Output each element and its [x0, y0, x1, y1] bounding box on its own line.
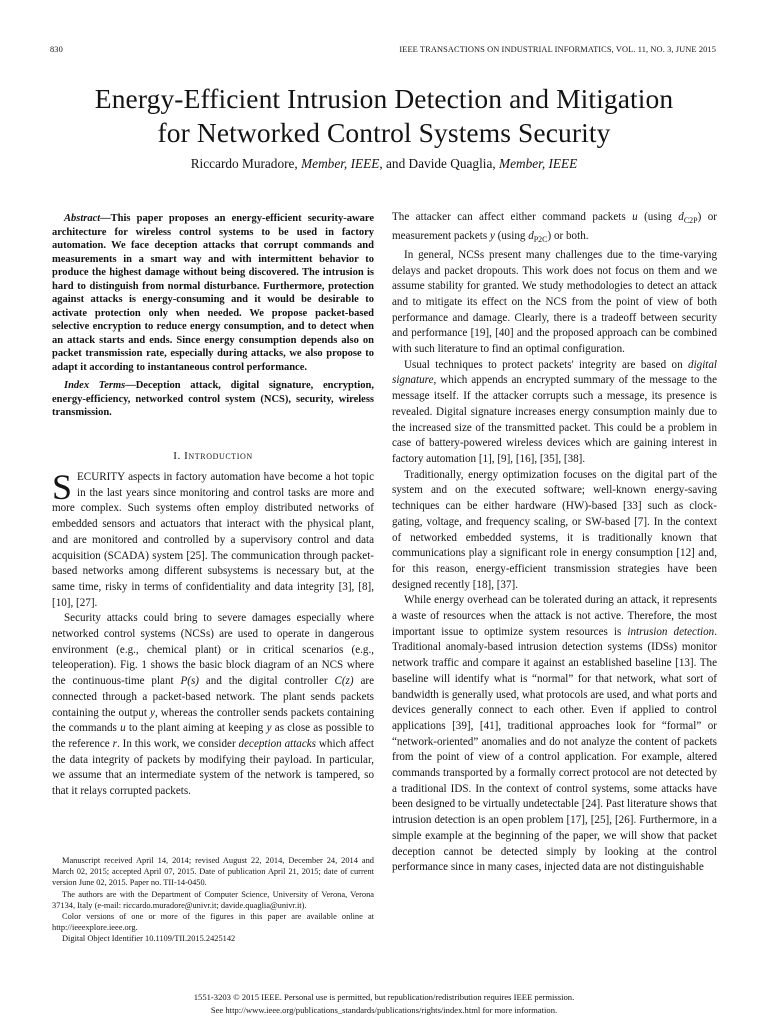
footnote-affiliation: The authors are with the Department of Computer Science, University of Verona, Verona 37134, Italy (e-mail: riccardo.muradore@univr.it; davide.quaglia@univr.it). — [52, 889, 374, 910]
math-d-c2p-sub: C2P — [683, 216, 698, 226]
title-line-1: Energy-Efficient Intrusion Detection and Mitigation — [94, 83, 674, 114]
footnote-color: Color versions of one or more of the figures in this paper are available online at http://ieeexplore.ieee.org. — [52, 912, 374, 933]
math-d-p2c-sub: P2C — [533, 235, 548, 245]
math-reference: r — [112, 737, 117, 750]
math-d-c2p: d — [678, 211, 684, 223]
author-separator: , and Davide Quaglia, — [379, 156, 500, 171]
author-2-role: Member, IEEE — [499, 156, 578, 171]
abstract-text: —This paper proposes an energy-efficient security-aware architecture for wireless control systems to be used in factory automation. We face deception attacks that corrupt commands and measurements in a smart way and with intermittent behavior to produce the highest damage without being discovered. The intrusion is hard to distinguish from normal disturbance. Furthermore, protection against attacks is energy-consuming and it would be desirable to activate protection only when needed. We propose packet-based selective encryption to reduce energy consumption, and to detect when an attack starts and ends. Since energy consumption depends also on packet transmission rate, especially during attacks, we also propose to adapt it according to instantaneous control performance. — [52, 213, 374, 373]
intro-paragraph-1 — [52, 467, 374, 611]
right-paragraph-2: In general, NCSs present many challenges due to the time-varying delays and packet dropouts. This work does not focus on them and we assume stability for granted. We study methodologies to detect an attack and to mitigate its effect on the NCS from the point of view of both performance and damage. Clearly, there is a tradeoff between security and performance [19], [40] and the proposed approach can be combined with such literature to find an optimal configuration. — [392, 248, 717, 356]
copyright-line-2: See http://www.ieee.org/publications_standards/publications/rights/index.html for more information. — [210, 1005, 558, 1015]
math-plant: P(s) — [180, 675, 199, 688]
math-output: y — [150, 706, 155, 719]
right-paragraph-5: While energy overhead can be tolerated during an attack, it represents a waste of resources when the attack is not active. Therefore, the most important issue to optimize system resources is intrusion detection. Traditional anomaly-based intrusion detection systems (IDSs) monitor network traffic and compare it against an established baseline [13]. The baseline will identify what is “normal” for that network, what sort of bandwidth is generally used, what protocols are used, and what ports and devices generally connect to each other. Even if applied to control applications [39], [41], traditional approaches look for “formal” or “network-oriented” anomalies and do not analyze the content of packets from the point of view of a control application. For example, altered commands transported by a formally correct protocol are not detected by a traditional IDS. In the context of control systems, some attacks have been designed to be virtually undetectable [24]. Past literature shows that intrusion detection is an open problem [17], [25], [26]. Furthermore, in a simple example at the beginning of the paper, we will show that packet deception cannot be detected simply by looking at the control performance since in many cases, injected data are not distinguishable — [392, 594, 718, 874]
abstract — [52, 212, 374, 374]
title-line-2: for Networked Control Systems Security — [157, 117, 611, 148]
paper-title — [0, 82, 768, 150]
right-column-body — [392, 210, 717, 876]
left-column-body — [52, 467, 374, 800]
author-1: Riccardo Muradore, — [190, 156, 302, 171]
drop-cap: S — [52, 467, 73, 507]
intro-paragraph-1-text: ECURITY aspects in factory automation have become a hot topic in the last years since monitoring and control tasks are more and more complex. Such systems often employ distributed networks of embedded sensors and actuators that interact with the physical plant, and are monitored and controlled by a supervisory control and data acquisition (SCADA) system [25]. The communication through packet-based networks among different subsystems is necessary but, at the same time, risky in terms of confidentiality and data integrity [3], [8], [10], [27]. — [52, 471, 374, 609]
copyright-line-1: 1551-3203 © 2015 IEEE. Personal use is permitted, but republication/redistribution requires IEEE permission. — [193, 992, 575, 1002]
math-output-2: y — [266, 722, 272, 735]
index-terms-text: —Deception attack, digital signature, encryption, energy-efficiency, networked control system (NCS), security, wireless transmission. — [52, 380, 374, 418]
math-command: u — [120, 722, 126, 735]
right-paragraph-4: Traditionally, energy optimization focuses on the digital part of the system and on the executed software; well-known energy-saving techniques can be either hardware (HW)-based [33] such as clock-gating, voltage, and frequency scaling, or SW-based [7]. In the context of networked embedded systems, it is traditionally known that communications play a significant role in energy consumption [12] and, for this reason, energy-efficient transmission strategies have been designed recently [18], [37]. — [392, 468, 717, 591]
footnote-manuscript: Manuscript received April 14, 2014; revised August 22, 2014, December 24, 2014 and March 02, 2015; accepted April 07, 2015. Date of publication April 21, 2015; date of current version June 02, 2015. Paper no. TII-14-0450. — [52, 856, 374, 888]
author-line — [0, 156, 768, 172]
intro-paragraph-2: Security attacks could bring to severe damages especially where networked control systems (NCSs) are used to operate in dangerous environment (e.g., chemical plant) or in critical scenarios (e.g., teleoperation). Fig. 1 shows the basic block diagram of an NCS where the continuous-time plant P(s) and the digital controller C(z) are connected through a packet-based network. The plant sends packets containing the output y, whereas the controller sends packets containing the commands u to the plant aiming at keeping y as close as possible to the reference r. In this work, we consider deception attacks which affect the data integrity of packets by modifying their payload. In particular, we assume that an intermediate system of the network is tampered, so that it relays corrupted packets. — [52, 612, 374, 798]
abstract-label: Abstract — [64, 213, 101, 224]
math-command-u: u — [632, 211, 638, 223]
math-d-p2c: d — [528, 229, 534, 242]
emphasis-digital-signature: digital signature — [392, 358, 717, 387]
section-heading — [52, 450, 374, 462]
index-terms — [52, 379, 374, 420]
emphasis-intrusion-detection: intrusion detection — [627, 625, 715, 638]
index-terms-label: Index Terms — [64, 380, 126, 391]
author-1-role: Member, IEEE — [301, 156, 380, 171]
section-title: Introduction — [184, 450, 253, 462]
math-measure-y: y — [489, 229, 495, 242]
footnotes — [52, 855, 374, 945]
copyright-notice — [0, 991, 768, 1017]
journal-header: IEEE TRANSACTIONS ON INDUSTRIAL INFORMATICS, VOL. 11, NO. 3, JUNE 2015 — [399, 45, 716, 54]
page-number: 830 — [50, 45, 63, 54]
right-paragraph-1: The attacker can affect either command packets u (using $d_{C2P}$) or measurement packets y (using $d_{P2C}$) or both. — [392, 211, 717, 245]
section-number: I. — [173, 450, 185, 462]
footnote-doi: Digital Object Identifier 10.1109/TII.2015.2425142 — [62, 934, 236, 944]
math-controller: C(z) — [334, 675, 354, 688]
right-paragraph-3: Usual techniques to protect packets' integrity are based on digital signature, which appends an encrypted summary of the message to the message itself. If the attacker corrupts such a message, its presence is revealed. Digital signature increases energy consumption mainly due to the increased size of the transmitted packet. This could be a problem in case of battery-powered wireless devices which are gaining interest in factory automation [1], [9], [16], [35], [38]. — [392, 358, 717, 465]
emphasis-deception-attacks: deception attacks — [238, 737, 317, 750]
